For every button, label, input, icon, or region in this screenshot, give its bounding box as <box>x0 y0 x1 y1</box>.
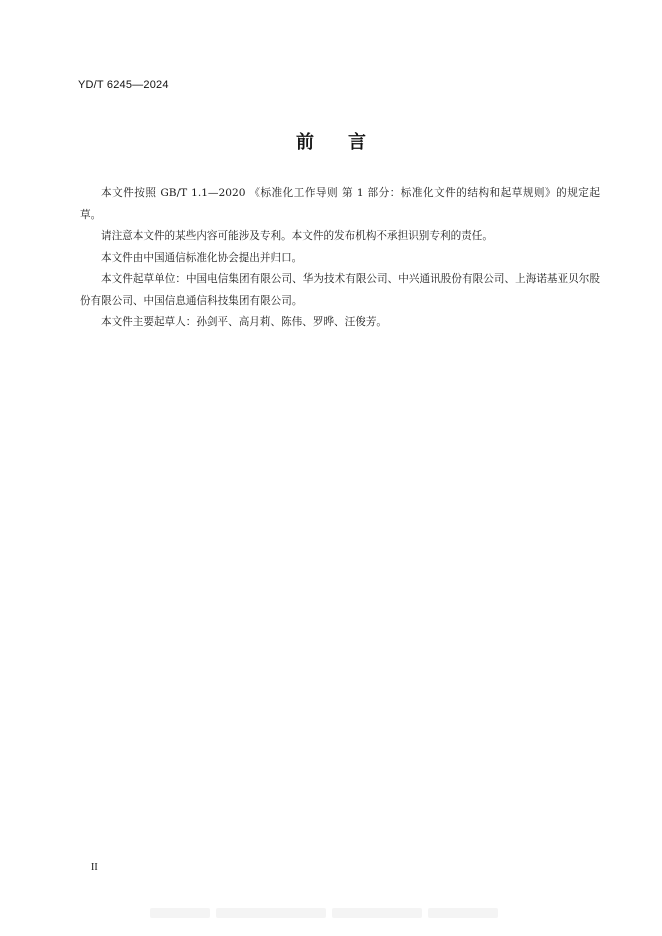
paragraph-drafters: 本文件主要起草人：孙剑平、高月莉、陈伟、罗晔、汪俊芳。 <box>101 316 388 328</box>
page-title <box>0 128 662 154</box>
title-char-1: 前 <box>296 132 314 153</box>
page-number: II <box>91 862 98 873</box>
document-code: YD/T 6245—2024 <box>78 79 169 91</box>
footer-watermark <box>150 906 510 920</box>
paragraph-patent-notice: 请注意本文件的某些内容可能涉及专利。本文件的发布机构不承担识别专利的责任。 <box>101 230 493 242</box>
paragraph-drafting-rules: 本文件按照 GB/T 1.1—2020 《标准化工作导则 第 1 部分：标准化文件的结构和起草规则》的规定起草。 <box>80 187 600 221</box>
title-char-2: 言 <box>348 132 366 153</box>
paragraph-proposer: 本文件由中国通信标准化协会提出并归口。 <box>101 251 303 264</box>
foreword-body <box>80 183 600 334</box>
paragraph-drafting-units: 本文件起草单位：中国电信集团有限公司、华为技术有限公司、中兴通讯股份有限公司、上海诺基亚贝尔股份有限公司、中国信息通信科技集团有限公司。 <box>80 273 600 307</box>
